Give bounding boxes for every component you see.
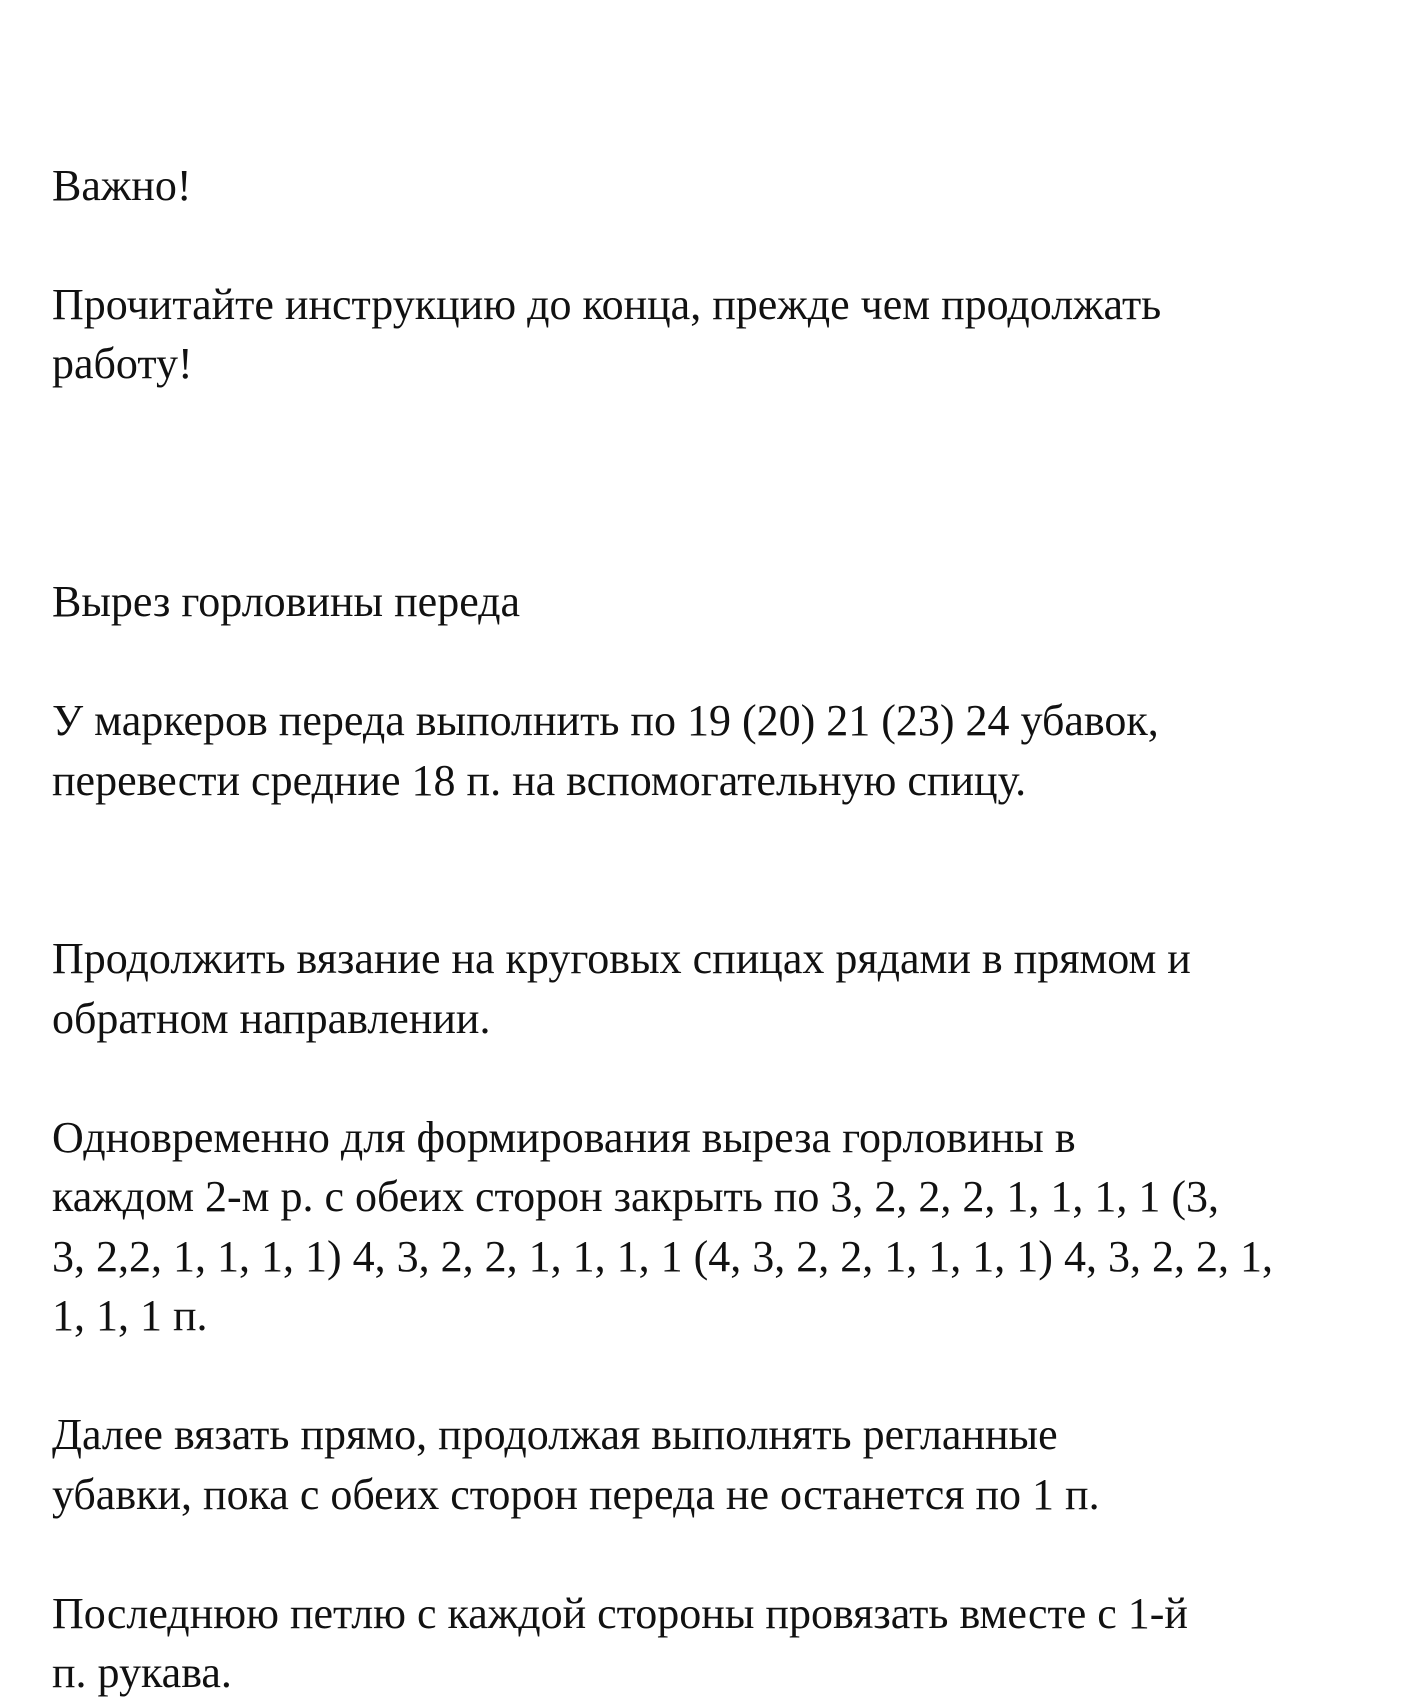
instruction-paragraph: Одновременно для формирования выреза горловины в каждом 2-м р. с обеих сторон закрыть по 3, 2, 2, 2, 1, 1, 1, 1 (3, 3, 2,2, 1, 1, 1, 1) 4, 3, 2, 2, 1, 1, 1, 1 (4, 3, 2, 2, 1, 1, 1, 1) 4, 3, 2, 2, 1, 1, 1, 1 п. [52,1112,1273,1340]
instruction-paragraph: Продолжить вязание на круговых спицах рядами в прямом и обратном направлении. [52,934,1191,1043]
instruction-paragraph: Далее вязать прямо, продолжая выполнять регланные убавки, пока с обеих сторон переда не останется по 1 п. [52,1410,1100,1519]
neckline-section [52,513,1392,870]
instruction-paragraph: Последнюю петлю с каждой стороны провязать вместе с 1-й п. рукава. [52,1588,1188,1697]
instruction-page [52,96,1392,1703]
section-text: У маркеров переда выполнить по 19 (20) 21 (23) 24 убавок, перевести средние 18 п. на вспомогательную спицу. [52,696,1159,805]
notice-heading: Важно! [52,160,192,210]
section-heading: Вырез горловины переда [52,577,521,626]
notice-text: Прочитайте инструкцию до конца, прежде чем продолжать работу! [52,279,1162,388]
important-notice [52,96,1392,453]
